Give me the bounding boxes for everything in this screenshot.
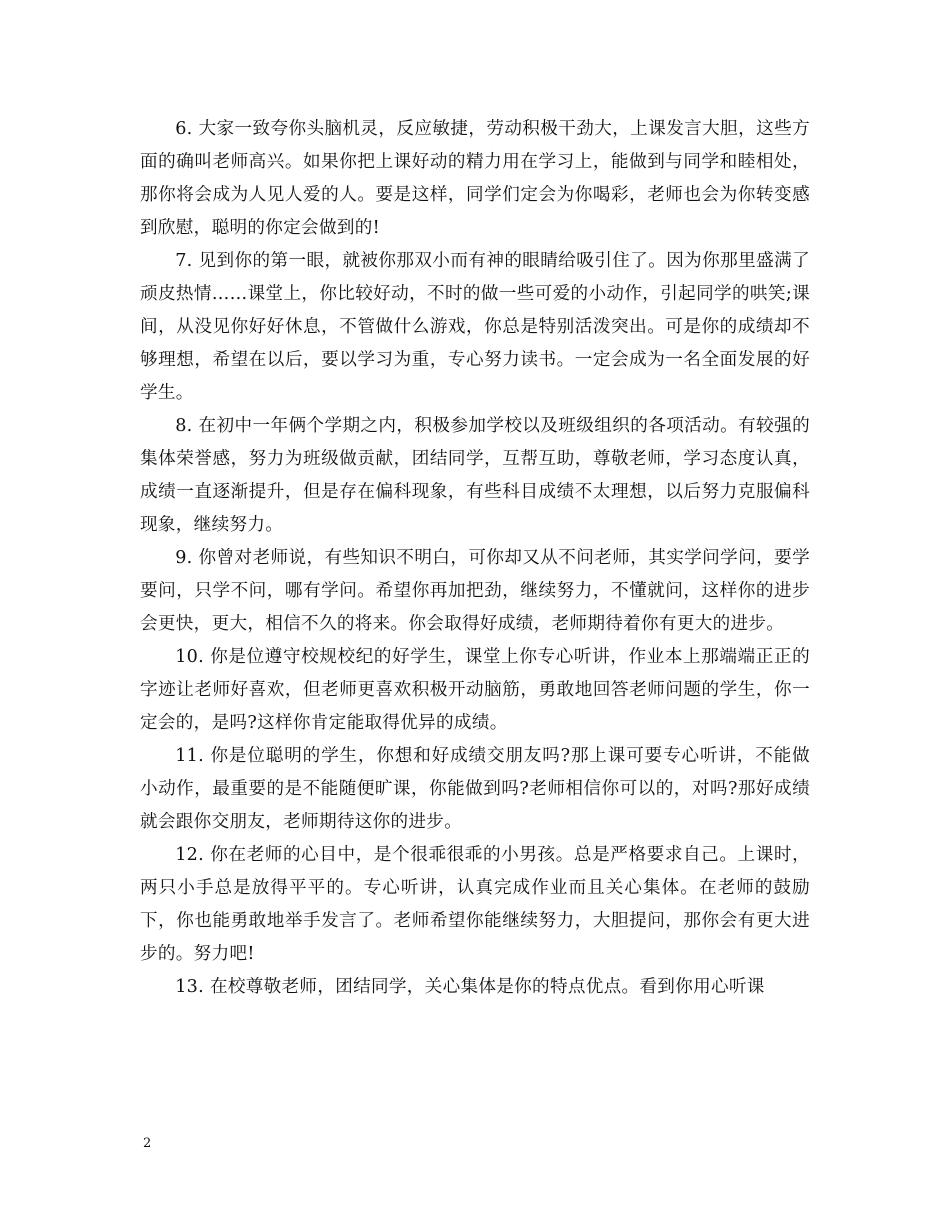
paragraph-7: 7. 见到你的第一眼，就被你那双小而有神的眼睛给吸引住了。因为你那里盛满了顽皮热情……课堂上，你比较好动，不时的做一些可爱的小动作，引起同学的哄笑;课间，从没见你好好休息，不管做什么游戏，你总是特别活泼突出。可是你的成绩却不够理想，希望在以后，要以学习为重，专心努力读书。一定会成为一名全面发展的好学生。 [140,251,810,403]
paragraph-6: 6. 大家一致夸你头脑机灵，反应敏捷，劳动积极干劲大，上课发言大胆，这些方面的确叫老师高兴。如果你把上课好动的精力用在学习上，能做到与同学和睦相处，那你将会成为人见人爱的人。要是这样，同学们定会为你喝彩，老师也会为你转变感到欣慰，聪明的你定会做到的! [140,119,810,238]
paragraph-12: 12. 你在老师的心目中，是个很乖很乖的小男孩。总是严格要求自己。上课时，两只小手总是放得平平的。专心听讲，认真完成作业而且关心集体。在老师的鼓励下，你也能勇敢地举手发言了。老师希望你能继续努力，大胆提问，那你会有更大进步的。努力吧! [140,845,810,964]
paragraph-9: 9. 你曾对老师说，有些知识不明白，可你却又从不问老师，其实学问学问，要学要问，只学不问，哪有学问。希望你再加把劲，继续努力，不懂就问，这样你的进步会更快，更大，相信不久的将来。你会取得好成绩，老师期待着你有更大的进步。 [140,548,810,634]
paragraph-10: 10. 你是位遵守校规校纪的好学生，课堂上你专心听讲，作业本上那端端正正的字迹让老师好喜欢，但老师更喜欢积极开动脑筋，勇敢地回答老师问题的学生，你一定会的，是吗?这样你肯定能取得优异的成绩。 [140,647,810,733]
page-number: 2 [143,1136,152,1151]
document-body [140,113,810,1004]
paragraph-8: 8. 在初中一年俩个学期之内，积极参加学校以及班级组织的各项活动。有较强的集体荣誉感，努力为班级做贡献，团结同学，互帮互助，尊敬老师，学习态度认真，成绩一直逐渐提升，但是存在偏科现象，有些科目成绩不太理想，以后努力克服偏科现象，继续努力。 [140,416,810,535]
paragraph-11: 11. 你是位聪明的学生，你想和好成绩交朋友吗?那上课可要专心听讲，不能做小动作，最重要的是不能随便旷课，你能做到吗?老师相信你可以的，对吗?那好成绩就会跟你交朋友，老师期待这你的进步。 [140,746,810,832]
paragraph-13: 13. 在校尊敬老师，团结同学，关心集体是你的特点优点。看到你用心听课 [175,977,765,997]
